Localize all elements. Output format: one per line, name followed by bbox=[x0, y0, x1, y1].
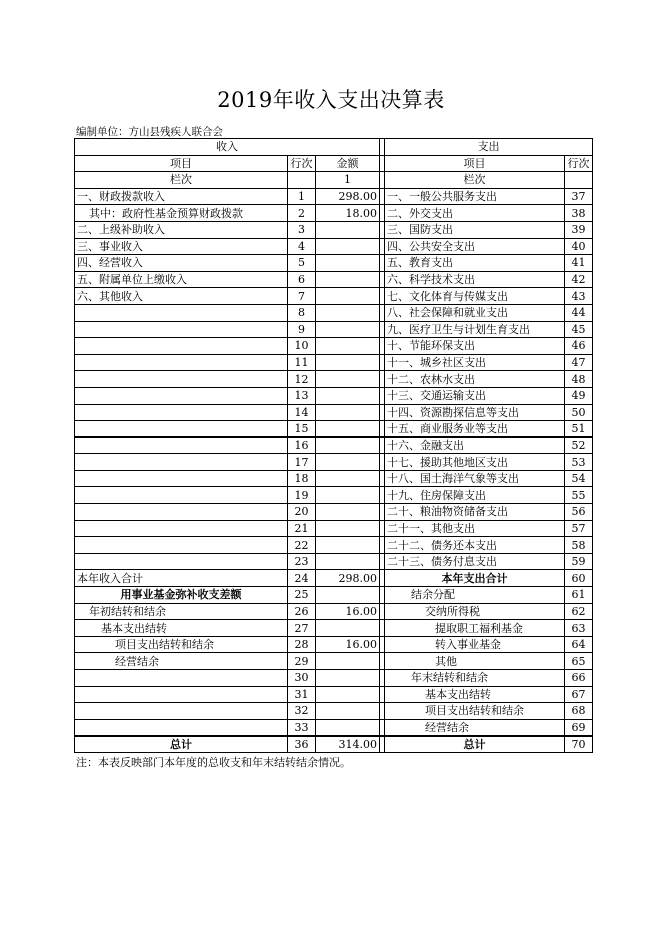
income-row-number: 22 bbox=[288, 537, 316, 554]
expense-item: 十六、金融支出 bbox=[385, 437, 565, 454]
expense-item: 八、社会保障和就业支出 bbox=[385, 304, 565, 321]
expense-item: 结余分配 bbox=[385, 587, 565, 604]
table-row bbox=[75, 321, 593, 338]
income-row-number: 6 bbox=[288, 271, 316, 288]
expense-item: 十三、交通运输支出 bbox=[385, 387, 565, 404]
expense-item: 二十、粮油物资储备支出 bbox=[385, 504, 565, 521]
expense-item: 六、科学技术支出 bbox=[385, 271, 565, 288]
income-amount: 298.00 bbox=[316, 188, 380, 205]
income-item: 项目支出结转和结余 bbox=[75, 636, 288, 653]
income-item bbox=[75, 454, 288, 471]
income-item: 四、经营收入 bbox=[75, 255, 288, 272]
income-amount bbox=[316, 288, 380, 305]
expense-item: 十一、城乡社区支出 bbox=[385, 354, 565, 371]
income-row-number: 23 bbox=[288, 553, 316, 570]
table-row bbox=[75, 570, 593, 587]
table-row bbox=[75, 587, 593, 604]
expense-row-number: 55 bbox=[565, 487, 593, 504]
amount-header: 金额 bbox=[316, 155, 380, 172]
table-row bbox=[75, 520, 593, 537]
expense-item: 交纳所得税 bbox=[385, 603, 565, 620]
income-item bbox=[75, 437, 288, 454]
income-item bbox=[75, 404, 288, 421]
income-row-number: 11 bbox=[288, 354, 316, 371]
expense-row-number: 46 bbox=[565, 338, 593, 355]
income-item bbox=[75, 371, 288, 388]
income-row-number: 28 bbox=[288, 636, 316, 653]
reporting-unit: 编制单位：方山县残疾人联合会 bbox=[76, 126, 223, 138]
table-row bbox=[75, 188, 593, 205]
expense-item: 其他 bbox=[385, 653, 565, 670]
expense-item: 基本支出结转 bbox=[385, 686, 565, 703]
expense-row-number: 47 bbox=[565, 354, 593, 371]
expense-rowno-header: 行次 bbox=[565, 155, 593, 172]
income-col-label: 栏次 bbox=[75, 172, 288, 189]
income-item bbox=[75, 703, 288, 720]
income-item: 一、财政拨款收入 bbox=[75, 188, 288, 205]
table-row bbox=[75, 736, 593, 753]
expense-item: 经营结余 bbox=[385, 719, 565, 736]
income-amount bbox=[316, 487, 380, 504]
expense-item: 项目支出结转和结余 bbox=[385, 703, 565, 720]
income-amount bbox=[316, 304, 380, 321]
table-row bbox=[75, 703, 593, 720]
income-row-number: 8 bbox=[288, 304, 316, 321]
table-row bbox=[75, 271, 593, 288]
header-row-sections bbox=[75, 139, 593, 156]
header-row-col-index bbox=[75, 172, 593, 189]
budget-table bbox=[74, 138, 593, 753]
income-amount: 16.00 bbox=[316, 603, 380, 620]
income-item bbox=[75, 670, 288, 687]
income-item bbox=[75, 504, 288, 521]
income-amount bbox=[316, 221, 380, 238]
income-row-number: 33 bbox=[288, 719, 316, 736]
income-amount bbox=[316, 620, 380, 637]
income-row-number: 3 bbox=[288, 221, 316, 238]
income-amount bbox=[316, 437, 380, 454]
table-row bbox=[75, 288, 593, 305]
table-row bbox=[75, 421, 593, 438]
table-row bbox=[75, 653, 593, 670]
income-amount: 16.00 bbox=[316, 636, 380, 653]
income-item bbox=[75, 719, 288, 736]
income-section-header: 收入 bbox=[75, 139, 380, 156]
expense-item: 十、节能环保支出 bbox=[385, 338, 565, 355]
income-item: 三、事业收入 bbox=[75, 238, 288, 255]
expense-row-number: 57 bbox=[565, 520, 593, 537]
expense-item: 二十二、债务还本支出 bbox=[385, 537, 565, 554]
income-row-number: 18 bbox=[288, 470, 316, 487]
expense-col-label: 栏次 bbox=[385, 172, 565, 189]
income-item bbox=[75, 421, 288, 438]
header-row-columns bbox=[75, 155, 593, 172]
income-item bbox=[75, 487, 288, 504]
expense-item: 三、国防支出 bbox=[385, 221, 565, 238]
income-amount bbox=[316, 520, 380, 537]
expense-row-number: 44 bbox=[565, 304, 593, 321]
income-amount bbox=[316, 719, 380, 736]
income-row-number: 24 bbox=[288, 570, 316, 587]
table-row bbox=[75, 387, 593, 404]
income-item: 二、上级补助收入 bbox=[75, 221, 288, 238]
page-title: 2019年收入支出决算表 bbox=[217, 88, 445, 112]
table-row bbox=[75, 636, 593, 653]
expense-row-number: 68 bbox=[565, 703, 593, 720]
income-item bbox=[75, 387, 288, 404]
expense-item: 十九、住房保障支出 bbox=[385, 487, 565, 504]
expense-item: 提取职工福利基金 bbox=[385, 620, 565, 637]
income-item bbox=[75, 686, 288, 703]
expense-row-number: 65 bbox=[565, 653, 593, 670]
expense-row-number: 58 bbox=[565, 537, 593, 554]
income-row-number: 29 bbox=[288, 653, 316, 670]
table-row bbox=[75, 686, 593, 703]
expense-row-number: 67 bbox=[565, 686, 593, 703]
income-amount bbox=[316, 321, 380, 338]
income-amount: 298.00 bbox=[316, 570, 380, 587]
table-row bbox=[75, 238, 593, 255]
expense-row-number: 60 bbox=[565, 570, 593, 587]
table-row bbox=[75, 354, 593, 371]
expense-row-number: 53 bbox=[565, 454, 593, 471]
income-row-number: 32 bbox=[288, 703, 316, 720]
income-row-number: 1 bbox=[288, 188, 316, 205]
expense-row-number: 50 bbox=[565, 404, 593, 421]
income-row-number: 12 bbox=[288, 371, 316, 388]
income-row-number: 15 bbox=[288, 421, 316, 438]
table-row bbox=[75, 338, 593, 355]
income-item: 六、其他收入 bbox=[75, 288, 288, 305]
expense-row-number: 62 bbox=[565, 603, 593, 620]
income-item: 其中：政府性基金预算财政拨款 bbox=[75, 205, 288, 222]
table-row bbox=[75, 719, 593, 736]
expense-item: 五、教育支出 bbox=[385, 255, 565, 272]
income-item: 年初结转和结余 bbox=[75, 603, 288, 620]
income-rowno-header: 行次 bbox=[288, 155, 316, 172]
income-row-number: 7 bbox=[288, 288, 316, 305]
footnote: 注：本表反映部门本年度的总收支和年末结转结余情况。 bbox=[76, 756, 351, 769]
income-row-number: 19 bbox=[288, 487, 316, 504]
income-item: 经营结余 bbox=[75, 653, 288, 670]
income-item bbox=[75, 537, 288, 554]
income-row-number: 17 bbox=[288, 454, 316, 471]
income-amount bbox=[316, 354, 380, 371]
income-row-number: 9 bbox=[288, 321, 316, 338]
table-row bbox=[75, 504, 593, 521]
expense-item: 转入事业基金 bbox=[385, 636, 565, 653]
income-amount bbox=[316, 470, 380, 487]
income-row-number: 14 bbox=[288, 404, 316, 421]
expense-item: 二十三、债务付息支出 bbox=[385, 553, 565, 570]
income-amount bbox=[316, 703, 380, 720]
expense-row-number: 54 bbox=[565, 470, 593, 487]
income-item bbox=[75, 470, 288, 487]
expense-row-number: 70 bbox=[565, 736, 593, 753]
amount-col-number: 1 bbox=[316, 172, 380, 189]
expense-row-number: 42 bbox=[565, 271, 593, 288]
income-item bbox=[75, 553, 288, 570]
expense-item: 十八、国土海洋气象等支出 bbox=[385, 470, 565, 487]
expense-item: 本年支出合计 bbox=[385, 570, 565, 587]
income-amount bbox=[316, 454, 380, 471]
income-amount bbox=[316, 338, 380, 355]
income-row-number: 36 bbox=[288, 736, 316, 753]
income-row-number: 25 bbox=[288, 587, 316, 604]
income-row-number: 26 bbox=[288, 603, 316, 620]
expense-row-number: 56 bbox=[565, 504, 593, 521]
income-amount bbox=[316, 255, 380, 272]
expense-row-number: 59 bbox=[565, 553, 593, 570]
income-amount bbox=[316, 504, 380, 521]
table-row bbox=[75, 487, 593, 504]
income-row-number: 20 bbox=[288, 504, 316, 521]
table-row bbox=[75, 470, 593, 487]
income-row-number: 13 bbox=[288, 387, 316, 404]
income-row-number: 5 bbox=[288, 255, 316, 272]
table-row bbox=[75, 205, 593, 222]
expense-item: 十四、资源勘探信息等支出 bbox=[385, 404, 565, 421]
income-amount bbox=[316, 537, 380, 554]
table-row bbox=[75, 670, 593, 687]
table-row bbox=[75, 221, 593, 238]
income-amount bbox=[316, 271, 380, 288]
income-item: 本年收入合计 bbox=[75, 570, 288, 587]
expense-row-number: 45 bbox=[565, 321, 593, 338]
expense-row-number: 38 bbox=[565, 205, 593, 222]
expense-row-number: 37 bbox=[565, 188, 593, 205]
expense-item: 十五、商业服务业等支出 bbox=[385, 421, 565, 438]
income-row-number: 27 bbox=[288, 620, 316, 637]
table-row bbox=[75, 371, 593, 388]
table-row bbox=[75, 404, 593, 421]
expense-item: 十七、援助其他地区支出 bbox=[385, 454, 565, 471]
income-amount bbox=[316, 371, 380, 388]
expense-item: 九、医疗卫生与计划生育支出 bbox=[385, 321, 565, 338]
expense-row-number: 39 bbox=[565, 221, 593, 238]
expense-item: 二十一、其他支出 bbox=[385, 520, 565, 537]
income-item: 总计 bbox=[75, 736, 288, 753]
income-amount bbox=[316, 553, 380, 570]
table-row bbox=[75, 437, 593, 454]
expense-row-number: 61 bbox=[565, 587, 593, 604]
table-row bbox=[75, 255, 593, 272]
expense-row-number: 63 bbox=[565, 620, 593, 637]
table-row bbox=[75, 553, 593, 570]
income-amount bbox=[316, 421, 380, 438]
expense-row-number: 66 bbox=[565, 670, 593, 687]
income-item bbox=[75, 338, 288, 355]
expense-item: 四、公共安全支出 bbox=[385, 238, 565, 255]
expense-row-number: 40 bbox=[565, 238, 593, 255]
income-row-number: 4 bbox=[288, 238, 316, 255]
expense-section-header: 支出 bbox=[385, 139, 593, 156]
table-row bbox=[75, 620, 593, 637]
income-amount bbox=[316, 686, 380, 703]
income-item: 基本支出结转 bbox=[75, 620, 288, 637]
expense-item: 年末结转和结余 bbox=[385, 670, 565, 687]
expense-item: 七、文化体育与传媒支出 bbox=[385, 288, 565, 305]
expense-row-number: 43 bbox=[565, 288, 593, 305]
income-amount: 314.00 bbox=[316, 736, 380, 753]
table-row bbox=[75, 537, 593, 554]
expense-item: 二、外交支出 bbox=[385, 205, 565, 222]
expense-row-number: 51 bbox=[565, 421, 593, 438]
income-row-number: 30 bbox=[288, 670, 316, 687]
income-item-header: 项目 bbox=[75, 155, 288, 172]
expense-item-header: 项目 bbox=[385, 155, 565, 172]
income-item bbox=[75, 321, 288, 338]
income-row-number: 10 bbox=[288, 338, 316, 355]
table-row bbox=[75, 304, 593, 321]
income-amount bbox=[316, 387, 380, 404]
income-amount bbox=[316, 238, 380, 255]
expense-row-number: 52 bbox=[565, 437, 593, 454]
table-row bbox=[75, 603, 593, 620]
income-item bbox=[75, 520, 288, 537]
expense-row-number: 69 bbox=[565, 719, 593, 736]
income-row-number: 16 bbox=[288, 437, 316, 454]
income-amount bbox=[316, 404, 380, 421]
income-amount: 18.00 bbox=[316, 205, 380, 222]
table-row bbox=[75, 454, 593, 471]
income-row-number: 21 bbox=[288, 520, 316, 537]
income-amount bbox=[316, 653, 380, 670]
expense-row-number: 48 bbox=[565, 371, 593, 388]
expense-row-number: 41 bbox=[565, 255, 593, 272]
expense-row-number: 64 bbox=[565, 636, 593, 653]
expense-row-number: 49 bbox=[565, 387, 593, 404]
income-amount bbox=[316, 587, 380, 604]
income-amount bbox=[316, 670, 380, 687]
expense-item: 总计 bbox=[385, 736, 565, 753]
income-row-number: 2 bbox=[288, 205, 316, 222]
expense-item: 十二、农林水支出 bbox=[385, 371, 565, 388]
income-item: 五、附属单位上缴收入 bbox=[75, 271, 288, 288]
income-item bbox=[75, 304, 288, 321]
income-item bbox=[75, 354, 288, 371]
income-item: 用事业基金弥补收支差额 bbox=[75, 587, 288, 604]
income-row-number: 31 bbox=[288, 686, 316, 703]
expense-item: 一、一般公共服务支出 bbox=[385, 188, 565, 205]
